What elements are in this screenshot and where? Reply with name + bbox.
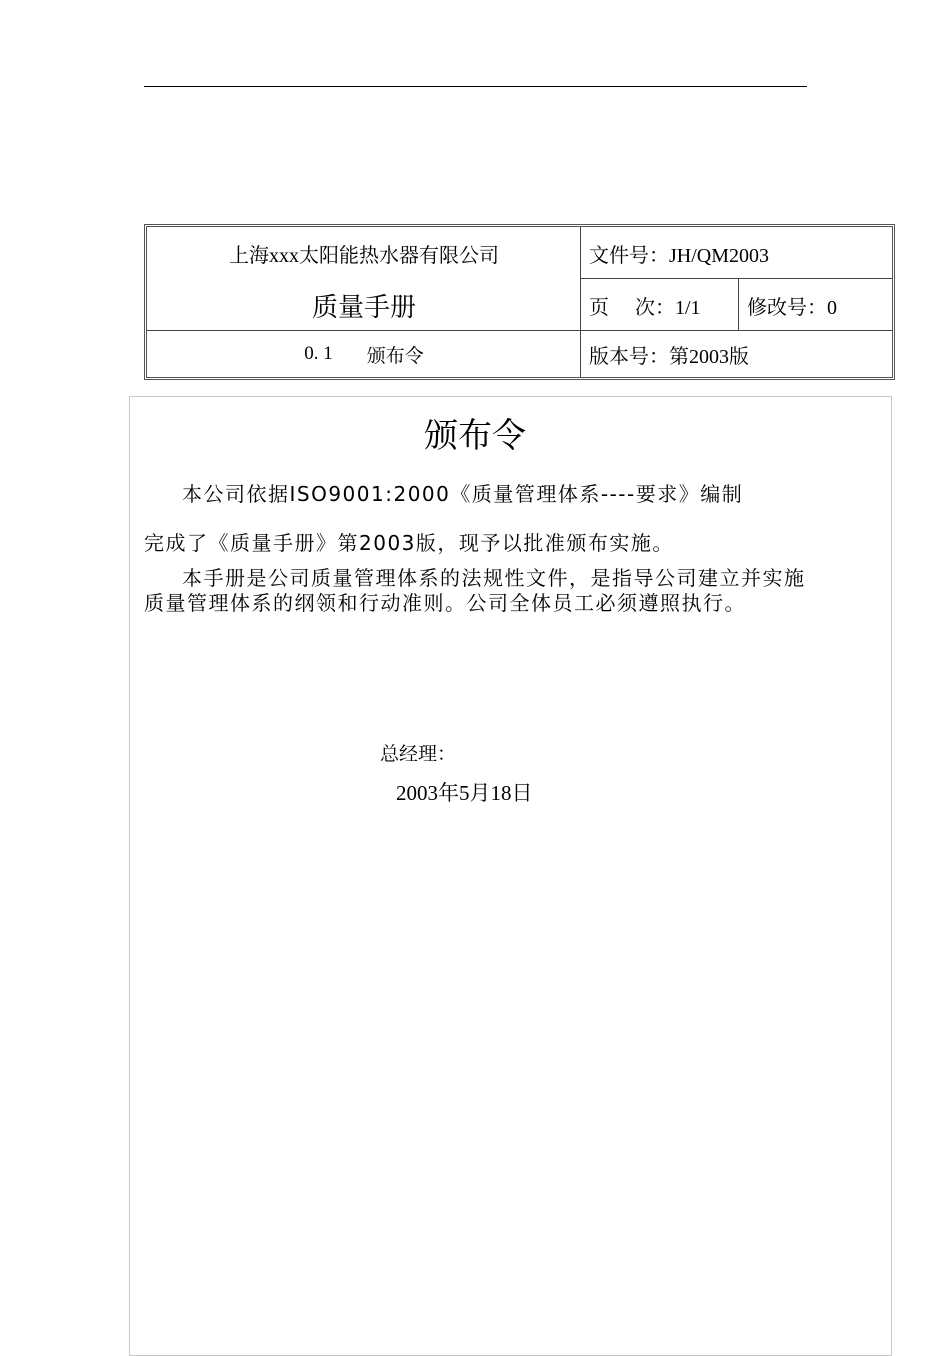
decree-title: 颁布令	[424, 416, 526, 456]
issue-date: 2003年5月18日	[396, 781, 533, 805]
section-number: 0. 1	[304, 343, 333, 364]
section-heading	[147, 331, 581, 377]
table-divider-vertical	[580, 227, 581, 377]
page-label: 页	[589, 296, 609, 319]
table-divider-horizontal	[147, 330, 892, 331]
version-number: 版本号：第2003版	[589, 345, 749, 368]
paragraph-2: 本手册是公司质量管理体系的法规性文件，是指导公司建立并实施质量管理体系的纲领和行动准则。公司全体员工必须遵照执行。	[144, 566, 806, 615]
table-divider-vertical	[738, 279, 739, 331]
top-rule	[144, 86, 807, 87]
manual-title: 质量手册	[311, 292, 416, 323]
document-number: 文件号：JH/QM2003	[589, 244, 770, 267]
revision-number: 修改号：0	[747, 296, 837, 319]
page-count	[581, 279, 739, 331]
section-title: 颁布令	[366, 345, 424, 367]
page-value: 次：1/1	[635, 296, 701, 319]
table-divider-horizontal	[581, 278, 892, 279]
company-name: 上海xxx太阳能热水器有限公司	[229, 244, 499, 267]
paragraph-1-line-1: 本公司依据ISO9001:2000《质量管理体系----要求》编制	[182, 482, 744, 506]
general-manager-signature-label: 总经理：	[380, 743, 457, 765]
paragraph-1-line-2: 完成了《质量手册》第2003版，现予以批准颁布实施。	[144, 531, 674, 555]
document-header-table	[144, 224, 895, 380]
